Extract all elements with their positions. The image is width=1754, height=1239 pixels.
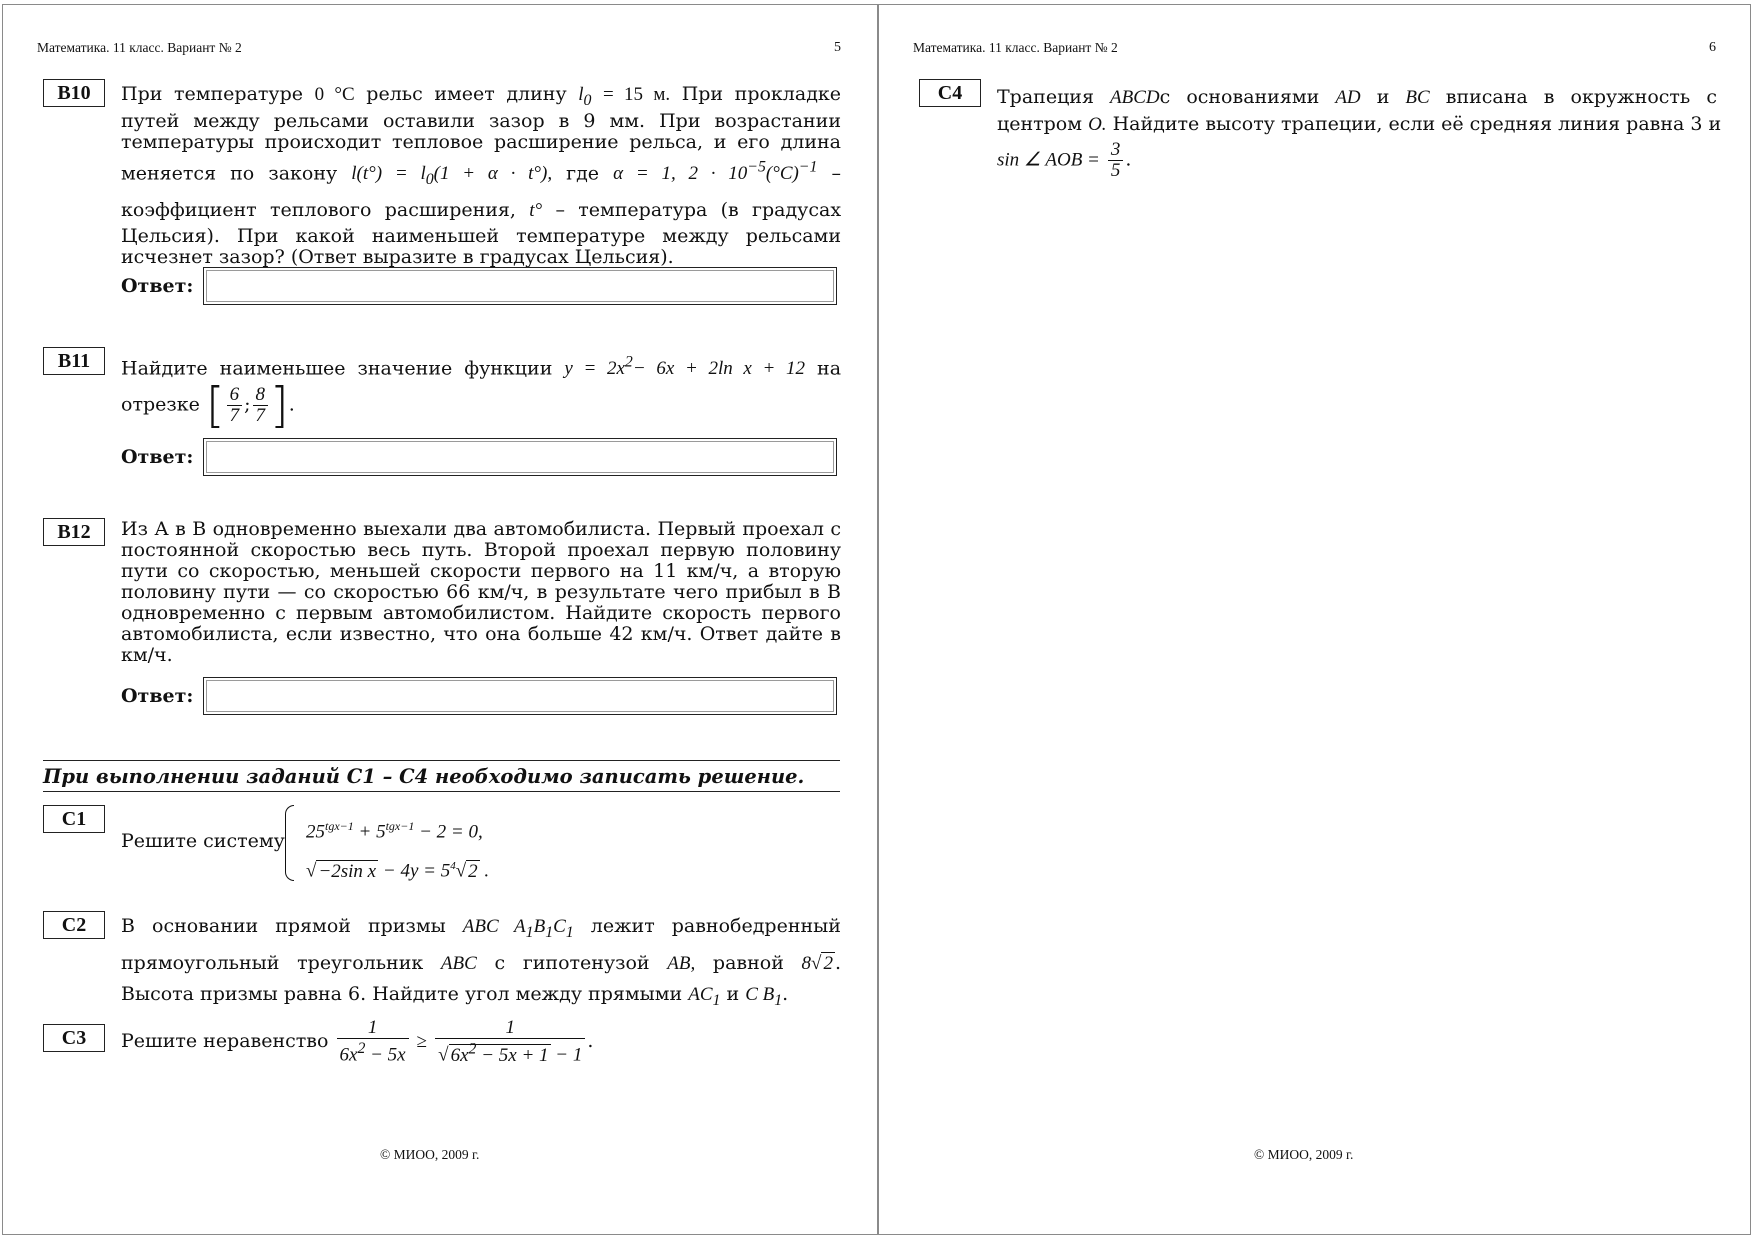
task-label-b11: В11	[43, 347, 105, 375]
task-label-c4: С4	[919, 79, 981, 107]
page-footer: © МИОО, 2009 г.	[1254, 1147, 1354, 1162]
task-label-c3: С3	[43, 1024, 105, 1052]
answer-field-b12[interactable]	[203, 677, 837, 715]
task-label-b12: В12	[43, 518, 105, 546]
task-c4-text: Трапеция ABCDс основаниями AD и BC вписана в окружность с центром O. Найдите высоту трапеции, если её средняя линия равна 3 и sin ∠ AOB = $\frac{3}{5}$ .	[997, 86, 1722, 181]
page-number: 6	[1709, 40, 1716, 55]
page-left	[2, 4, 878, 1235]
answer-label-b11: Ответ:	[121, 446, 194, 468]
task-b12-text: Из А в В одновременно выехали два автомобилиста. Первый проехал с постоянной скоростью весь путь. Второй проехал первую половину пути со скоростью, меньшей скорости первого на 11 км/ч, а вторую половину пути — со скоростью 66 км/ч, в результате чего прибыл в В одновременно с первым автомобилистом. Найдите скорость первого автомобилиста, если известно, что она больше 42 км/ч. Ответ дайте в км/ч.	[121, 518, 841, 666]
task-b11-text: Найдите наименьшее значение функции $y = 2x^2- 6x + 2\ln$ x + 12 на отрезке [ $\frac{6}{7}$ ; $\frac{8}{7}$ ].	[121, 354, 842, 434]
divider-bottom	[43, 791, 840, 792]
task-label-b10: В10	[43, 79, 105, 107]
page-footer: © МИОО, 2009 г.	[380, 1147, 480, 1162]
task-b10-text: При температуре 0 °С рельс имеет длину $l_0 = 15$ м. При прокладке путей между рельсами оставили зазор в 9 мм. При возрастании температуры происходит тепловое расширение рельса, и его длина меняется по закону $l(t^\circ) = l_0(1 + \alpha \cdot t^\circ)$, где α = 1, $2 \cdot 10^{-5}(^\circ C)^{-1}$ – коэффициент теплового расширения, t° – температура (в градусах Цельсия). При какой наименьшей температуре между рельсами исчезнет зазор? (Ответ выразите в градусах Цельсия).	[121, 83, 842, 268]
task-label-c2: С2	[43, 911, 105, 939]
page-header: Математика. 11 класс. Вариант № 2	[913, 40, 1118, 55]
answer-field-b10[interactable]	[203, 267, 837, 305]
answer-label-b12: Ответ:	[121, 685, 194, 707]
task-label-c1: С1	[43, 805, 105, 833]
system-brace	[285, 805, 294, 881]
answer-field-b11[interactable]	[203, 438, 837, 476]
divider-top	[43, 760, 840, 761]
task-c1-text: Решите систему	[121, 830, 285, 852]
task-c2-text: В основании прямой призмы ABC $A_1B_1C_1$ лежит равнобедренный прямоугольный треугольник ABC с гипотенузой AB, равной 8√ 2 . Высота призмы равна 6. Найдите угол между прямыми $AC_1$ и C $B_1$.	[121, 915, 842, 1009]
task-c1-system: $25^{tgx-1} + 5^{tgx-1} - 2 = 0$, √ −2sin $x - 4y = 5^4√$ 2 .	[306, 819, 490, 882]
page-right	[878, 4, 1751, 1235]
task-c3-text: Решите неравенство $\frac{1}{6x^2 - 5x}$ ≥ $\frac{1}{√ 6x^2 - 5x + 1 - 1}$ .	[121, 1017, 594, 1066]
answer-label-b10: Ответ:	[121, 275, 194, 297]
page-number: 5	[834, 40, 841, 55]
page-header: Математика. 11 класс. Вариант № 2	[37, 40, 242, 55]
part-c-instruction: При выполнении заданий С1 – С4 необходимо записать решение.	[43, 765, 805, 788]
